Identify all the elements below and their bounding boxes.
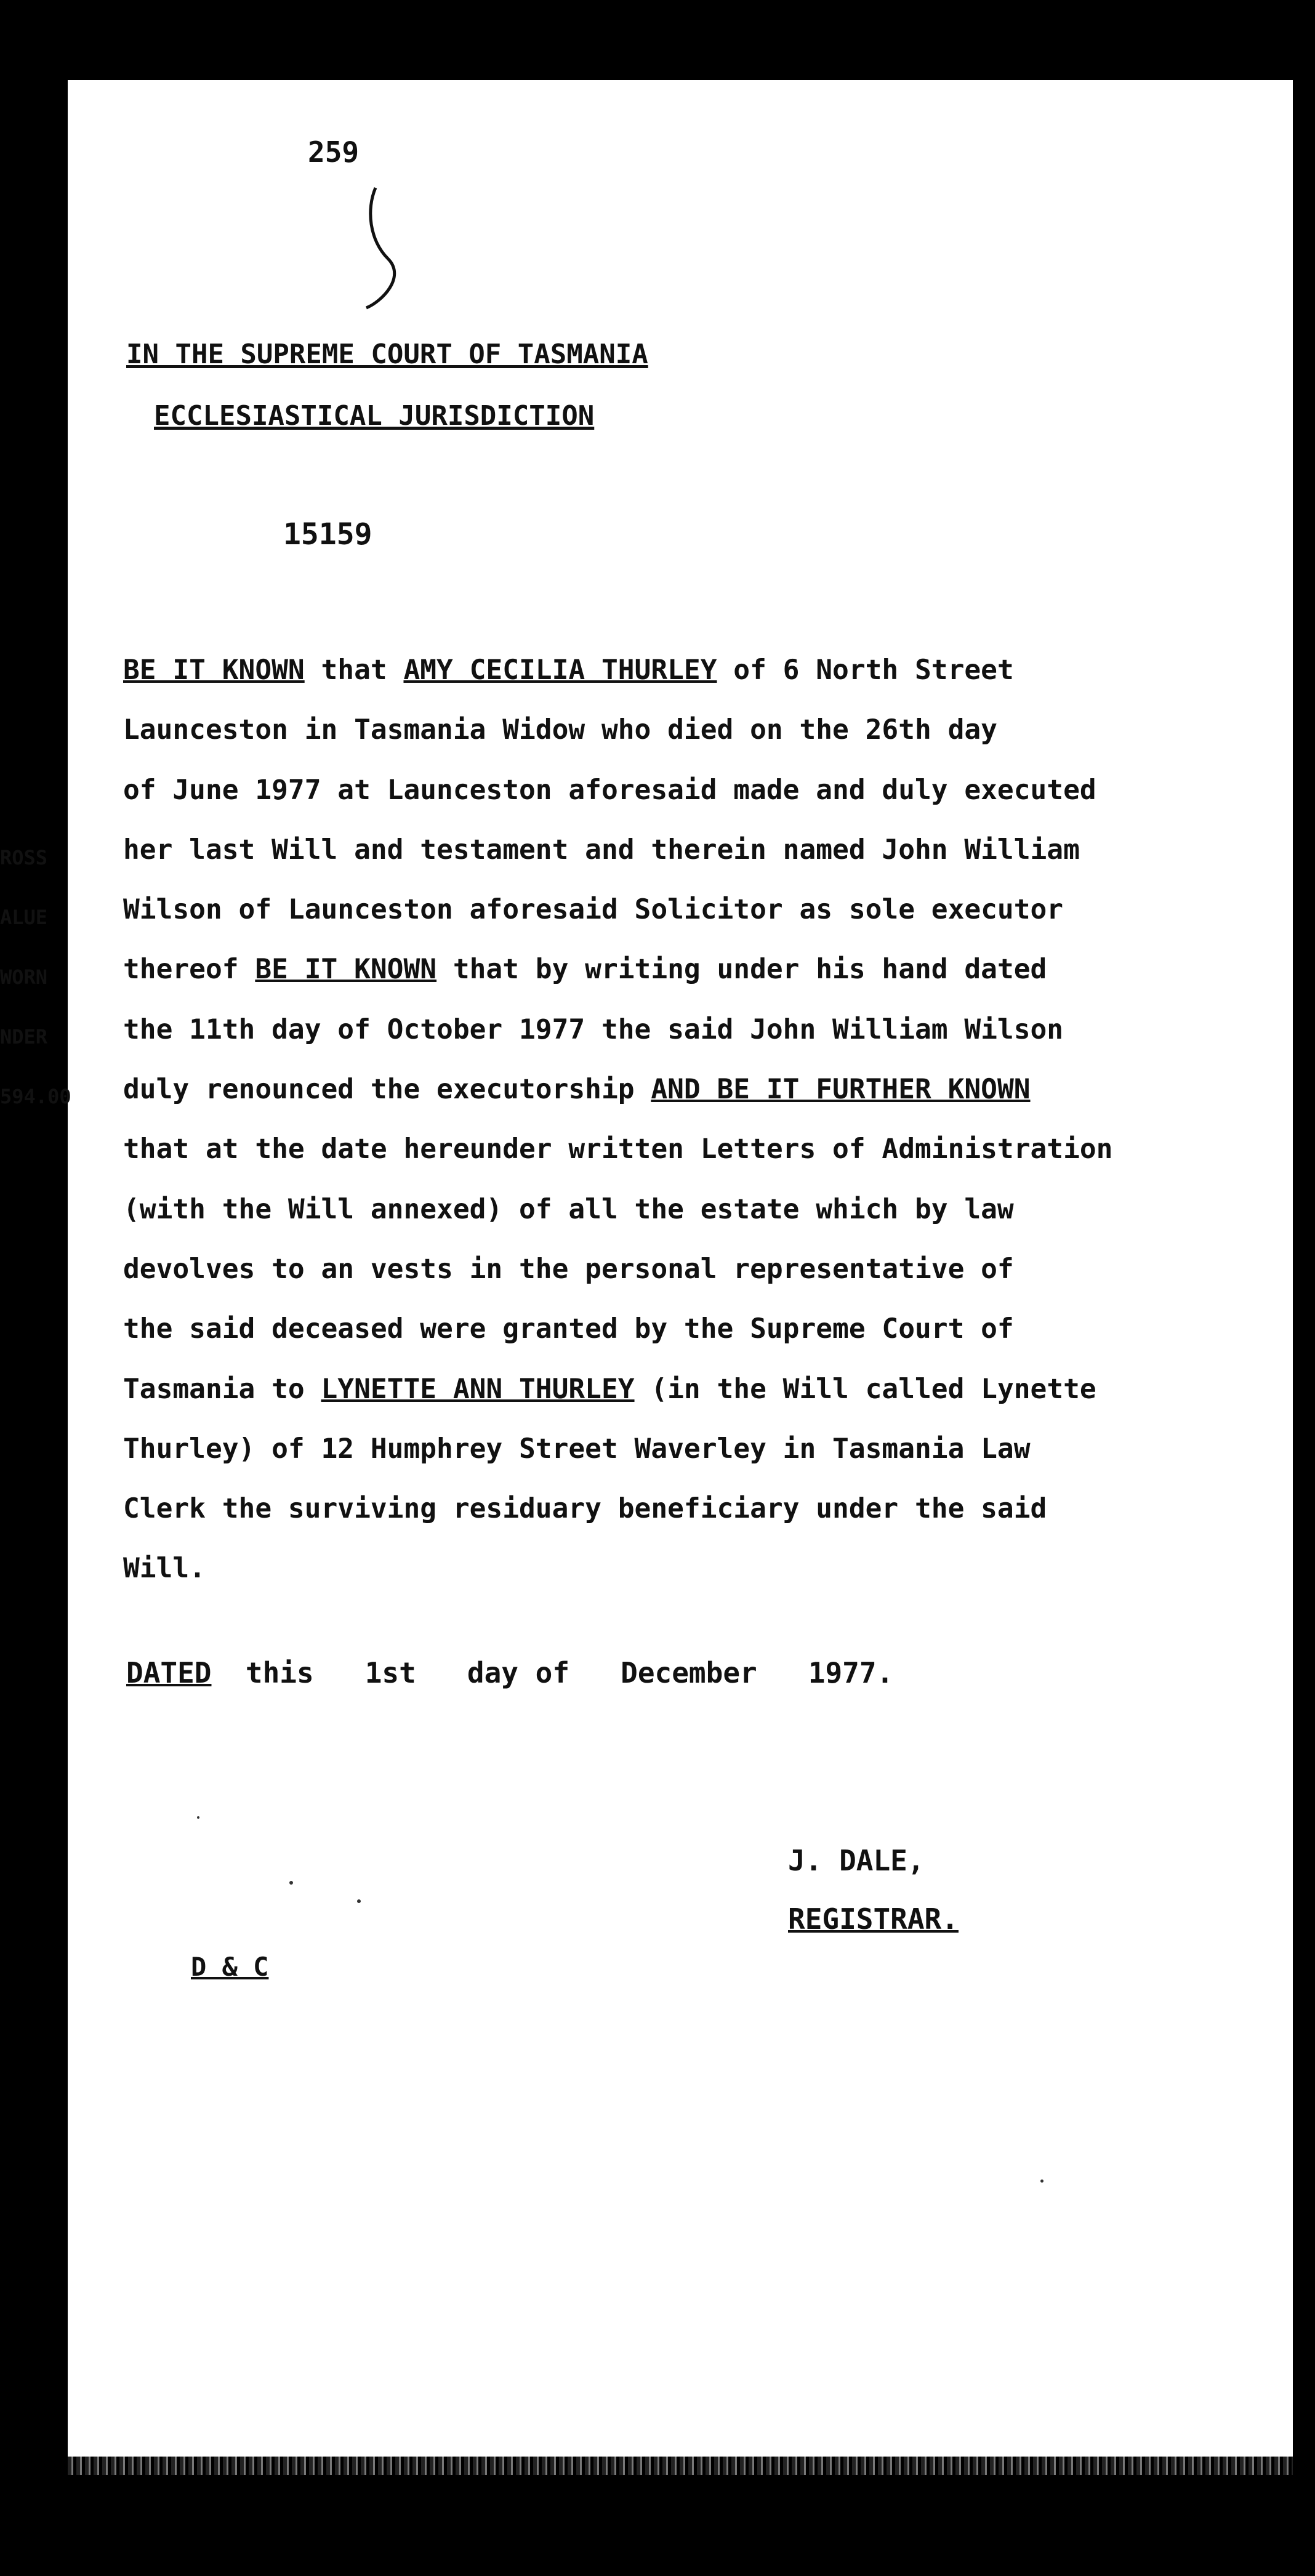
body-line: Will. bbox=[123, 1553, 206, 1585]
page-number: 259 bbox=[308, 135, 360, 169]
body-line: Wilson of Launceston aforesaid Solicitor as sole executor bbox=[123, 894, 1064, 926]
emphasis: BE IT KNOWN bbox=[255, 954, 437, 986]
margin-line: ALUE bbox=[0, 906, 48, 929]
text-run: that by writing under his hand dated bbox=[436, 954, 1047, 986]
scan-edge bbox=[68, 2457, 1293, 2475]
text-run: duly renounced the executorship bbox=[123, 1074, 651, 1106]
body-line bbox=[123, 640, 1262, 700]
body-line: the 11th day of October 1977 the said John William Wilson bbox=[123, 1013, 1064, 1045]
jurisdiction-heading: ECCLESIASTICAL JURISDICTION bbox=[154, 400, 595, 432]
handwritten-mark bbox=[363, 185, 412, 314]
body-line: (with the Will annexed) of all the estate which by law bbox=[123, 1193, 1014, 1225]
body-line: devolves to an vests in the personal representative of bbox=[123, 1253, 1014, 1285]
margin-note bbox=[0, 828, 71, 1127]
body-line: Thurley) of 12 Humphrey Street Waverley in Tasmania Law bbox=[123, 1433, 1031, 1465]
body-line bbox=[123, 1060, 1262, 1119]
body-line: her last Will and testament and therein named John William bbox=[123, 834, 1080, 866]
text-run: thereof bbox=[123, 954, 255, 986]
document-number: 15159 bbox=[283, 517, 372, 552]
body-line: Clerk the surviving residuary beneficiary under the said bbox=[123, 1493, 1047, 1525]
signatory-name: J. DALE, bbox=[788, 1844, 925, 1877]
body-line bbox=[123, 940, 1262, 999]
emphasis: AND BE IT FURTHER KNOWN bbox=[651, 1074, 1031, 1106]
body-paragraph bbox=[123, 640, 1262, 1599]
speck bbox=[197, 1816, 199, 1819]
dated-line bbox=[126, 1656, 893, 1689]
text-run: that bbox=[304, 654, 404, 686]
testator-name: AMY CECILIA THURLEY bbox=[403, 654, 717, 686]
speck bbox=[289, 1881, 293, 1885]
body-line: Launceston in Tasmania Widow who died on the 26th day bbox=[123, 714, 997, 746]
text-run: of 6 North Street bbox=[717, 654, 1014, 686]
emphasis: BE IT KNOWN bbox=[123, 654, 305, 686]
body-line bbox=[123, 1359, 1262, 1419]
text-run: Tasmania to bbox=[123, 1373, 321, 1405]
dated-rest: this 1st day of December 1977. bbox=[211, 1656, 894, 1689]
margin-line: 594.00 bbox=[0, 1085, 71, 1108]
text-run: (in the Will called Lynette bbox=[634, 1373, 1096, 1405]
court-heading: IN THE SUPREME COURT OF TASMANIA bbox=[126, 339, 648, 370]
margin-line: ROSS bbox=[0, 846, 48, 869]
margin-line: WORN bbox=[0, 965, 48, 989]
body-line: of June 1977 at Launceston aforesaid made and duly executed bbox=[123, 774, 1096, 806]
dated-word: DATED bbox=[126, 1656, 212, 1689]
signatory-title: REGISTRAR. bbox=[788, 1902, 959, 1936]
speck bbox=[357, 1899, 361, 1903]
administrator-name: LYNETTE ANN THURLEY bbox=[321, 1373, 635, 1405]
speck bbox=[1040, 2180, 1044, 2183]
body-line: the said deceased were granted by the Supreme Court of bbox=[123, 1313, 1014, 1345]
margin-line: NDER bbox=[0, 1025, 48, 1049]
footer-mark: D & C bbox=[191, 1952, 269, 1982]
body-line: that at the date hereunder written Letters of Administration bbox=[123, 1133, 1113, 1165]
